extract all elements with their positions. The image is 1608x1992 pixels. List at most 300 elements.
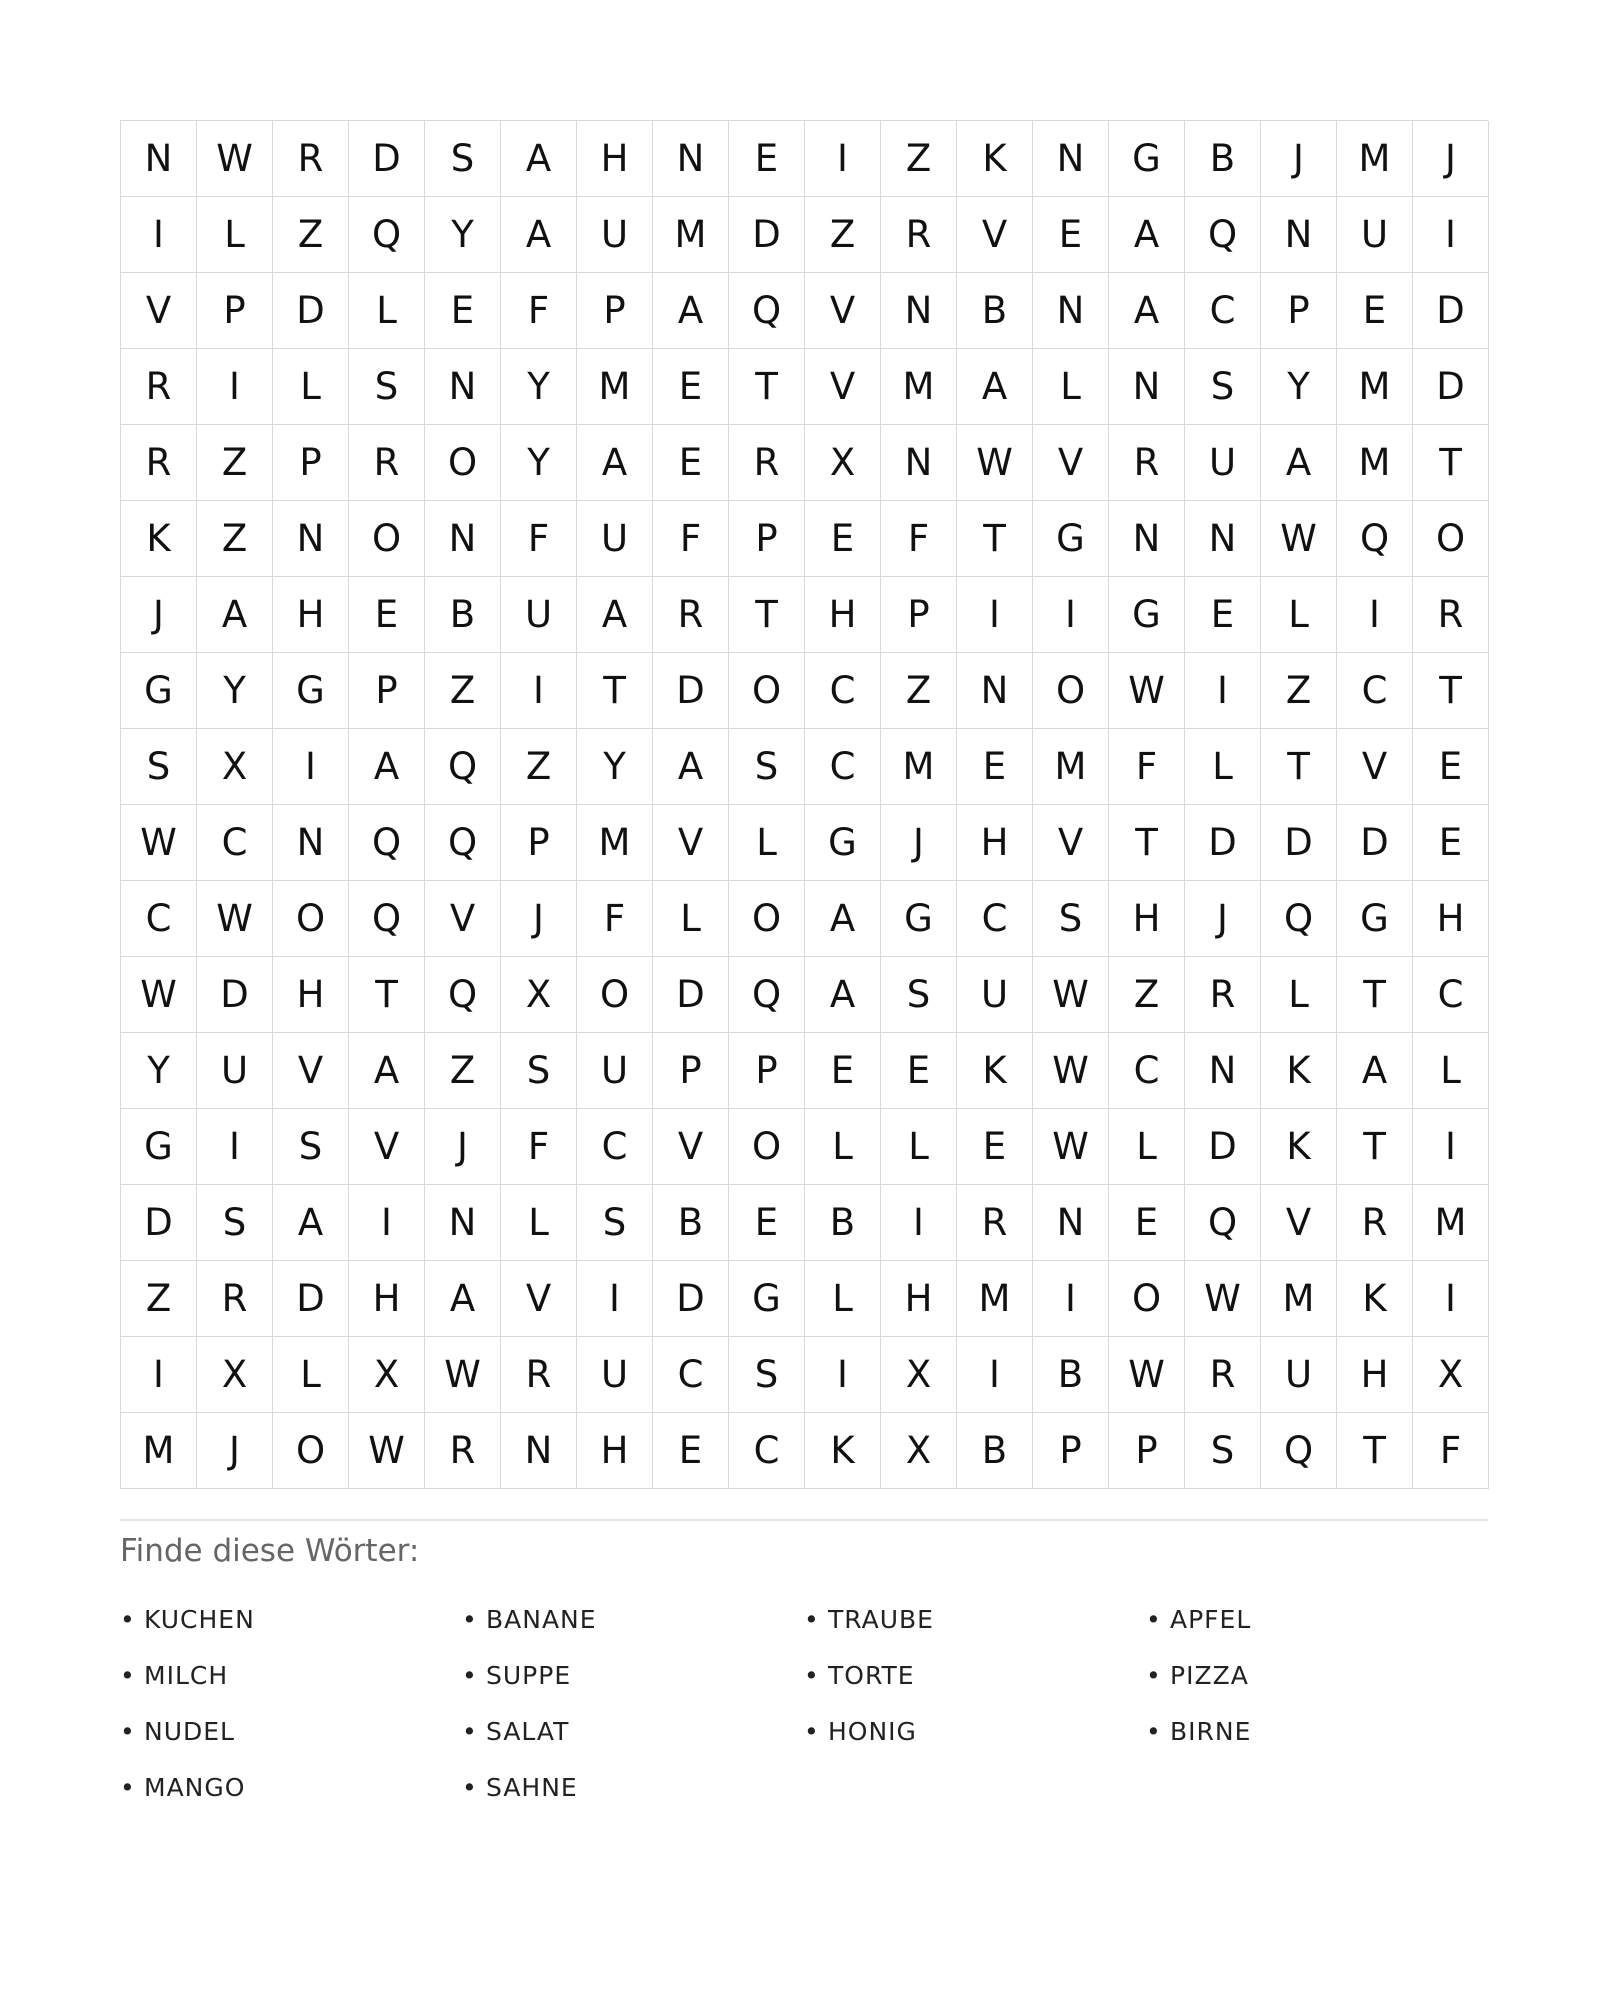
grid-cell[interactable]: W bbox=[197, 881, 273, 957]
grid-cell[interactable]: I bbox=[805, 1337, 881, 1413]
grid-cell[interactable]: I bbox=[1185, 653, 1261, 729]
grid-cell[interactable]: N bbox=[653, 121, 729, 197]
grid-cell[interactable]: R bbox=[197, 1261, 273, 1337]
grid-cell[interactable]: P bbox=[197, 273, 273, 349]
grid-cell[interactable]: I bbox=[1413, 1109, 1489, 1185]
grid-cell[interactable]: M bbox=[577, 805, 653, 881]
grid-cell[interactable]: N bbox=[273, 805, 349, 881]
grid-cell[interactable]: C bbox=[729, 1413, 805, 1489]
grid-cell[interactable]: S bbox=[1185, 1413, 1261, 1489]
grid-cell[interactable]: Y bbox=[577, 729, 653, 805]
grid-cell[interactable]: K bbox=[1337, 1261, 1413, 1337]
grid-cell[interactable]: J bbox=[1261, 121, 1337, 197]
grid-cell[interactable]: Q bbox=[1261, 881, 1337, 957]
grid-cell[interactable]: N bbox=[1109, 349, 1185, 425]
grid-cell[interactable]: L bbox=[1185, 729, 1261, 805]
grid-cell[interactable]: N bbox=[425, 349, 501, 425]
grid-cell[interactable]: I bbox=[805, 121, 881, 197]
grid-cell[interactable]: U bbox=[501, 577, 577, 653]
grid-cell[interactable]: O bbox=[729, 1109, 805, 1185]
grid-cell[interactable]: J bbox=[1413, 121, 1489, 197]
grid-cell[interactable]: R bbox=[957, 1185, 1033, 1261]
grid-cell[interactable]: S bbox=[1033, 881, 1109, 957]
grid-cell[interactable]: Q bbox=[1261, 1413, 1337, 1489]
grid-cell[interactable]: T bbox=[1337, 1413, 1413, 1489]
grid-cell[interactable]: U bbox=[1261, 1337, 1337, 1413]
grid-cell[interactable]: R bbox=[121, 425, 197, 501]
grid-cell[interactable]: A bbox=[957, 349, 1033, 425]
grid-cell[interactable]: R bbox=[1337, 1185, 1413, 1261]
grid-cell[interactable]: O bbox=[577, 957, 653, 1033]
grid-cell[interactable]: I bbox=[577, 1261, 653, 1337]
grid-cell[interactable]: A bbox=[425, 1261, 501, 1337]
grid-cell[interactable]: E bbox=[653, 425, 729, 501]
grid-cell[interactable]: H bbox=[805, 577, 881, 653]
grid-cell[interactable]: W bbox=[957, 425, 1033, 501]
grid-cell[interactable]: M bbox=[1033, 729, 1109, 805]
grid-cell[interactable]: J bbox=[881, 805, 957, 881]
grid-cell[interactable]: D bbox=[653, 653, 729, 729]
grid-cell[interactable]: I bbox=[1413, 1261, 1489, 1337]
grid-cell[interactable]: W bbox=[425, 1337, 501, 1413]
grid-cell[interactable]: P bbox=[1261, 273, 1337, 349]
grid-cell[interactable]: Z bbox=[881, 121, 957, 197]
grid-cell[interactable]: I bbox=[273, 729, 349, 805]
grid-cell[interactable]: H bbox=[1413, 881, 1489, 957]
grid-cell[interactable]: D bbox=[273, 273, 349, 349]
grid-cell[interactable]: L bbox=[349, 273, 425, 349]
grid-cell[interactable]: E bbox=[1413, 729, 1489, 805]
grid-cell[interactable]: V bbox=[957, 197, 1033, 273]
grid-cell[interactable]: N bbox=[881, 425, 957, 501]
grid-cell[interactable]: K bbox=[1261, 1033, 1337, 1109]
grid-cell[interactable]: R bbox=[273, 121, 349, 197]
grid-cell[interactable]: G bbox=[1033, 501, 1109, 577]
grid-cell[interactable]: V bbox=[501, 1261, 577, 1337]
grid-cell[interactable]: B bbox=[805, 1185, 881, 1261]
grid-cell[interactable]: L bbox=[1261, 957, 1337, 1033]
grid-cell[interactable]: Y bbox=[197, 653, 273, 729]
grid-cell[interactable]: S bbox=[1185, 349, 1261, 425]
grid-cell[interactable]: E bbox=[729, 1185, 805, 1261]
grid-cell[interactable]: H bbox=[1109, 881, 1185, 957]
grid-cell[interactable]: I bbox=[349, 1185, 425, 1261]
grid-cell[interactable]: W bbox=[1109, 1337, 1185, 1413]
grid-cell[interactable]: Z bbox=[1261, 653, 1337, 729]
grid-cell[interactable]: C bbox=[197, 805, 273, 881]
grid-cell[interactable]: I bbox=[121, 1337, 197, 1413]
grid-cell[interactable]: X bbox=[1413, 1337, 1489, 1413]
grid-cell[interactable]: W bbox=[1261, 501, 1337, 577]
grid-cell[interactable]: U bbox=[957, 957, 1033, 1033]
grid-cell[interactable]: Q bbox=[1185, 1185, 1261, 1261]
grid-cell[interactable]: R bbox=[1413, 577, 1489, 653]
grid-cell[interactable]: W bbox=[1033, 1033, 1109, 1109]
grid-cell[interactable]: G bbox=[881, 881, 957, 957]
grid-cell[interactable]: O bbox=[425, 425, 501, 501]
grid-cell[interactable]: T bbox=[957, 501, 1033, 577]
grid-cell[interactable]: I bbox=[957, 577, 1033, 653]
grid-cell[interactable]: M bbox=[1337, 425, 1413, 501]
grid-cell[interactable]: V bbox=[805, 273, 881, 349]
grid-cell[interactable]: D bbox=[349, 121, 425, 197]
grid-cell[interactable]: Z bbox=[425, 1033, 501, 1109]
grid-cell[interactable]: C bbox=[1109, 1033, 1185, 1109]
grid-cell[interactable]: X bbox=[881, 1413, 957, 1489]
grid-cell[interactable]: E bbox=[881, 1033, 957, 1109]
grid-cell[interactable]: E bbox=[1109, 1185, 1185, 1261]
grid-cell[interactable]: L bbox=[805, 1109, 881, 1185]
grid-cell[interactable]: L bbox=[653, 881, 729, 957]
grid-cell[interactable]: E bbox=[1413, 805, 1489, 881]
grid-cell[interactable]: V bbox=[653, 1109, 729, 1185]
grid-cell[interactable]: H bbox=[273, 957, 349, 1033]
grid-cell[interactable]: T bbox=[1337, 957, 1413, 1033]
grid-cell[interactable]: Q bbox=[729, 273, 805, 349]
grid-cell[interactable]: H bbox=[577, 1413, 653, 1489]
grid-cell[interactable]: L bbox=[881, 1109, 957, 1185]
grid-cell[interactable]: B bbox=[957, 1413, 1033, 1489]
grid-cell[interactable]: R bbox=[1185, 1337, 1261, 1413]
grid-cell[interactable]: H bbox=[1337, 1337, 1413, 1413]
grid-cell[interactable]: T bbox=[1109, 805, 1185, 881]
grid-cell[interactable]: V bbox=[1033, 425, 1109, 501]
grid-cell[interactable]: H bbox=[881, 1261, 957, 1337]
grid-cell[interactable]: R bbox=[121, 349, 197, 425]
grid-cell[interactable]: M bbox=[121, 1413, 197, 1489]
grid-cell[interactable]: A bbox=[1109, 273, 1185, 349]
grid-cell[interactable]: K bbox=[957, 1033, 1033, 1109]
grid-cell[interactable]: U bbox=[577, 501, 653, 577]
grid-cell[interactable]: L bbox=[1413, 1033, 1489, 1109]
grid-cell[interactable]: Y bbox=[501, 349, 577, 425]
grid-cell[interactable]: S bbox=[881, 957, 957, 1033]
grid-cell[interactable]: G bbox=[121, 1109, 197, 1185]
grid-cell[interactable]: N bbox=[1033, 1185, 1109, 1261]
grid-cell[interactable]: S bbox=[197, 1185, 273, 1261]
grid-cell[interactable]: V bbox=[349, 1109, 425, 1185]
grid-cell[interactable]: E bbox=[653, 349, 729, 425]
grid-cell[interactable]: Z bbox=[501, 729, 577, 805]
grid-cell[interactable]: N bbox=[425, 1185, 501, 1261]
grid-cell[interactable]: T bbox=[1413, 425, 1489, 501]
grid-cell[interactable]: V bbox=[273, 1033, 349, 1109]
grid-cell[interactable]: B bbox=[1033, 1337, 1109, 1413]
grid-cell[interactable]: A bbox=[349, 1033, 425, 1109]
grid-cell[interactable]: D bbox=[1185, 1109, 1261, 1185]
grid-cell[interactable]: T bbox=[1413, 653, 1489, 729]
grid-cell[interactable]: V bbox=[121, 273, 197, 349]
grid-cell[interactable]: X bbox=[197, 1337, 273, 1413]
grid-cell[interactable]: D bbox=[653, 957, 729, 1033]
grid-cell[interactable]: Y bbox=[1261, 349, 1337, 425]
grid-cell[interactable]: L bbox=[1109, 1109, 1185, 1185]
grid-cell[interactable]: D bbox=[197, 957, 273, 1033]
grid-cell[interactable]: E bbox=[1185, 577, 1261, 653]
grid-cell[interactable]: T bbox=[729, 349, 805, 425]
grid-cell[interactable]: P bbox=[577, 273, 653, 349]
grid-cell[interactable]: G bbox=[1109, 121, 1185, 197]
grid-cell[interactable]: F bbox=[1109, 729, 1185, 805]
grid-cell[interactable]: G bbox=[729, 1261, 805, 1337]
grid-cell[interactable]: D bbox=[1261, 805, 1337, 881]
grid-cell[interactable]: Z bbox=[881, 653, 957, 729]
grid-cell[interactable]: N bbox=[1185, 501, 1261, 577]
grid-cell[interactable]: M bbox=[957, 1261, 1033, 1337]
grid-cell[interactable]: C bbox=[805, 729, 881, 805]
grid-cell[interactable]: U bbox=[577, 1337, 653, 1413]
grid-cell[interactable]: C bbox=[121, 881, 197, 957]
grid-cell[interactable]: G bbox=[121, 653, 197, 729]
grid-cell[interactable]: W bbox=[349, 1413, 425, 1489]
grid-cell[interactable]: P bbox=[729, 501, 805, 577]
grid-cell[interactable]: N bbox=[881, 273, 957, 349]
grid-cell[interactable]: G bbox=[805, 805, 881, 881]
grid-cell[interactable]: U bbox=[197, 1033, 273, 1109]
grid-cell[interactable]: R bbox=[881, 197, 957, 273]
grid-cell[interactable]: E bbox=[349, 577, 425, 653]
grid-cell[interactable]: Q bbox=[1185, 197, 1261, 273]
grid-cell[interactable]: D bbox=[273, 1261, 349, 1337]
grid-cell[interactable]: L bbox=[729, 805, 805, 881]
grid-cell[interactable]: I bbox=[881, 1185, 957, 1261]
grid-cell[interactable]: V bbox=[653, 805, 729, 881]
grid-cell[interactable]: J bbox=[197, 1413, 273, 1489]
grid-cell[interactable]: D bbox=[729, 197, 805, 273]
grid-cell[interactable]: Z bbox=[273, 197, 349, 273]
grid-cell[interactable]: F bbox=[501, 1109, 577, 1185]
grid-cell[interactable]: P bbox=[349, 653, 425, 729]
grid-cell[interactable]: Z bbox=[197, 425, 273, 501]
grid-cell[interactable]: I bbox=[1033, 1261, 1109, 1337]
grid-cell[interactable]: L bbox=[805, 1261, 881, 1337]
grid-cell[interactable]: K bbox=[1261, 1109, 1337, 1185]
grid-cell[interactable]: N bbox=[1261, 197, 1337, 273]
grid-cell[interactable]: C bbox=[1337, 653, 1413, 729]
grid-cell[interactable]: S bbox=[577, 1185, 653, 1261]
grid-cell[interactable]: A bbox=[1337, 1033, 1413, 1109]
grid-cell[interactable]: P bbox=[273, 425, 349, 501]
grid-cell[interactable]: C bbox=[1185, 273, 1261, 349]
grid-cell[interactable]: F bbox=[577, 881, 653, 957]
grid-cell[interactable]: E bbox=[729, 121, 805, 197]
grid-cell[interactable]: G bbox=[273, 653, 349, 729]
grid-cell[interactable]: K bbox=[805, 1413, 881, 1489]
grid-cell[interactable]: E bbox=[425, 273, 501, 349]
grid-cell[interactable]: P bbox=[1109, 1413, 1185, 1489]
grid-cell[interactable]: J bbox=[121, 577, 197, 653]
grid-cell[interactable]: R bbox=[1185, 957, 1261, 1033]
grid-cell[interactable]: A bbox=[501, 197, 577, 273]
grid-cell[interactable]: E bbox=[805, 501, 881, 577]
grid-cell[interactable]: K bbox=[957, 121, 1033, 197]
grid-cell[interactable]: A bbox=[1109, 197, 1185, 273]
grid-cell[interactable]: R bbox=[501, 1337, 577, 1413]
grid-cell[interactable]: X bbox=[349, 1337, 425, 1413]
grid-cell[interactable]: A bbox=[653, 273, 729, 349]
grid-cell[interactable]: U bbox=[577, 197, 653, 273]
grid-cell[interactable]: A bbox=[349, 729, 425, 805]
grid-cell[interactable]: M bbox=[653, 197, 729, 273]
grid-cell[interactable]: P bbox=[653, 1033, 729, 1109]
grid-cell[interactable]: Q bbox=[349, 805, 425, 881]
grid-cell[interactable]: H bbox=[957, 805, 1033, 881]
grid-cell[interactable]: S bbox=[501, 1033, 577, 1109]
grid-cell[interactable]: D bbox=[653, 1261, 729, 1337]
grid-cell[interactable]: D bbox=[1413, 273, 1489, 349]
grid-cell[interactable]: E bbox=[957, 729, 1033, 805]
grid-cell[interactable]: S bbox=[121, 729, 197, 805]
grid-cell[interactable]: I bbox=[501, 653, 577, 729]
grid-cell[interactable]: Y bbox=[121, 1033, 197, 1109]
grid-cell[interactable]: Y bbox=[501, 425, 577, 501]
grid-cell[interactable]: O bbox=[729, 881, 805, 957]
grid-cell[interactable]: O bbox=[273, 881, 349, 957]
grid-cell[interactable]: X bbox=[805, 425, 881, 501]
grid-cell[interactable]: O bbox=[729, 653, 805, 729]
grid-cell[interactable]: L bbox=[273, 1337, 349, 1413]
grid-cell[interactable]: Q bbox=[425, 957, 501, 1033]
grid-cell[interactable]: L bbox=[501, 1185, 577, 1261]
grid-cell[interactable]: B bbox=[653, 1185, 729, 1261]
grid-cell[interactable]: S bbox=[425, 121, 501, 197]
grid-cell[interactable]: P bbox=[1033, 1413, 1109, 1489]
grid-cell[interactable]: A bbox=[577, 425, 653, 501]
grid-cell[interactable]: W bbox=[1033, 1109, 1109, 1185]
grid-cell[interactable]: T bbox=[1261, 729, 1337, 805]
grid-cell[interactable]: M bbox=[1337, 349, 1413, 425]
grid-cell[interactable]: E bbox=[653, 1413, 729, 1489]
grid-cell[interactable]: W bbox=[121, 957, 197, 1033]
grid-cell[interactable]: H bbox=[349, 1261, 425, 1337]
grid-cell[interactable]: L bbox=[1261, 577, 1337, 653]
grid-cell[interactable]: I bbox=[121, 197, 197, 273]
grid-cell[interactable]: R bbox=[653, 577, 729, 653]
grid-cell[interactable]: L bbox=[1033, 349, 1109, 425]
grid-cell[interactable]: A bbox=[273, 1185, 349, 1261]
grid-cell[interactable]: H bbox=[273, 577, 349, 653]
grid-cell[interactable]: N bbox=[1109, 501, 1185, 577]
grid-cell[interactable]: W bbox=[1109, 653, 1185, 729]
grid-cell[interactable]: D bbox=[1337, 805, 1413, 881]
grid-cell[interactable]: D bbox=[1185, 805, 1261, 881]
grid-cell[interactable]: D bbox=[121, 1185, 197, 1261]
grid-cell[interactable]: C bbox=[1413, 957, 1489, 1033]
grid-cell[interactable]: P bbox=[881, 577, 957, 653]
grid-cell[interactable]: S bbox=[273, 1109, 349, 1185]
grid-cell[interactable]: Q bbox=[349, 197, 425, 273]
grid-cell[interactable]: W bbox=[121, 805, 197, 881]
grid-cell[interactable]: K bbox=[121, 501, 197, 577]
grid-cell[interactable]: N bbox=[1033, 273, 1109, 349]
grid-cell[interactable]: A bbox=[197, 577, 273, 653]
grid-cell[interactable]: Z bbox=[197, 501, 273, 577]
grid-cell[interactable]: Q bbox=[729, 957, 805, 1033]
grid-cell[interactable]: R bbox=[349, 425, 425, 501]
grid-cell[interactable]: D bbox=[1413, 349, 1489, 425]
grid-cell[interactable]: G bbox=[1109, 577, 1185, 653]
grid-cell[interactable]: M bbox=[881, 349, 957, 425]
grid-cell[interactable]: Q bbox=[425, 729, 501, 805]
grid-cell[interactable]: W bbox=[1033, 957, 1109, 1033]
grid-cell[interactable]: Z bbox=[425, 653, 501, 729]
grid-cell[interactable]: N bbox=[1033, 121, 1109, 197]
grid-cell[interactable]: B bbox=[957, 273, 1033, 349]
grid-cell[interactable]: O bbox=[1033, 653, 1109, 729]
grid-cell[interactable]: I bbox=[1337, 577, 1413, 653]
grid-cell[interactable]: N bbox=[273, 501, 349, 577]
grid-cell[interactable]: H bbox=[577, 121, 653, 197]
grid-cell[interactable]: B bbox=[425, 577, 501, 653]
grid-cell[interactable]: Q bbox=[425, 805, 501, 881]
grid-cell[interactable]: C bbox=[577, 1109, 653, 1185]
grid-cell[interactable]: U bbox=[1185, 425, 1261, 501]
grid-cell[interactable]: R bbox=[1109, 425, 1185, 501]
grid-cell[interactable]: T bbox=[729, 577, 805, 653]
grid-cell[interactable]: M bbox=[1337, 121, 1413, 197]
grid-cell[interactable]: E bbox=[957, 1109, 1033, 1185]
grid-cell[interactable]: I bbox=[1033, 577, 1109, 653]
grid-cell[interactable]: O bbox=[1109, 1261, 1185, 1337]
grid-cell[interactable]: T bbox=[577, 653, 653, 729]
grid-cell[interactable]: S bbox=[729, 729, 805, 805]
grid-cell[interactable]: I bbox=[957, 1337, 1033, 1413]
grid-cell[interactable]: J bbox=[501, 881, 577, 957]
grid-cell[interactable]: U bbox=[577, 1033, 653, 1109]
grid-cell[interactable]: S bbox=[729, 1337, 805, 1413]
grid-cell[interactable]: T bbox=[349, 957, 425, 1033]
grid-cell[interactable]: C bbox=[957, 881, 1033, 957]
grid-cell[interactable]: V bbox=[1033, 805, 1109, 881]
grid-cell[interactable]: O bbox=[273, 1413, 349, 1489]
grid-cell[interactable]: L bbox=[197, 197, 273, 273]
grid-cell[interactable]: Z bbox=[121, 1261, 197, 1337]
grid-cell[interactable]: A bbox=[501, 121, 577, 197]
grid-cell[interactable]: F bbox=[501, 501, 577, 577]
grid-cell[interactable]: M bbox=[881, 729, 957, 805]
grid-cell[interactable]: F bbox=[1413, 1413, 1489, 1489]
grid-cell[interactable]: X bbox=[197, 729, 273, 805]
grid-cell[interactable]: O bbox=[1413, 501, 1489, 577]
grid-cell[interactable]: I bbox=[1413, 197, 1489, 273]
grid-cell[interactable]: E bbox=[1337, 273, 1413, 349]
grid-cell[interactable]: F bbox=[881, 501, 957, 577]
grid-cell[interactable]: V bbox=[805, 349, 881, 425]
grid-cell[interactable]: N bbox=[121, 121, 197, 197]
grid-cell[interactable]: I bbox=[197, 1109, 273, 1185]
grid-cell[interactable]: P bbox=[729, 1033, 805, 1109]
grid-cell[interactable]: V bbox=[425, 881, 501, 957]
grid-cell[interactable]: C bbox=[653, 1337, 729, 1413]
grid-cell[interactable]: R bbox=[425, 1413, 501, 1489]
grid-cell[interactable]: N bbox=[425, 501, 501, 577]
grid-cell[interactable]: A bbox=[577, 577, 653, 653]
grid-cell[interactable]: S bbox=[349, 349, 425, 425]
grid-cell[interactable]: A bbox=[1261, 425, 1337, 501]
grid-cell[interactable]: U bbox=[1337, 197, 1413, 273]
grid-cell[interactable]: Y bbox=[425, 197, 501, 273]
grid-cell[interactable]: W bbox=[197, 121, 273, 197]
grid-cell[interactable]: V bbox=[1337, 729, 1413, 805]
grid-cell[interactable]: A bbox=[805, 881, 881, 957]
grid-cell[interactable]: B bbox=[1185, 121, 1261, 197]
grid-cell[interactable]: Q bbox=[1337, 501, 1413, 577]
grid-cell[interactable]: N bbox=[501, 1413, 577, 1489]
grid-cell[interactable]: M bbox=[1413, 1185, 1489, 1261]
grid-cell[interactable]: M bbox=[577, 349, 653, 425]
grid-cell[interactable]: F bbox=[653, 501, 729, 577]
grid-cell[interactable]: A bbox=[653, 729, 729, 805]
